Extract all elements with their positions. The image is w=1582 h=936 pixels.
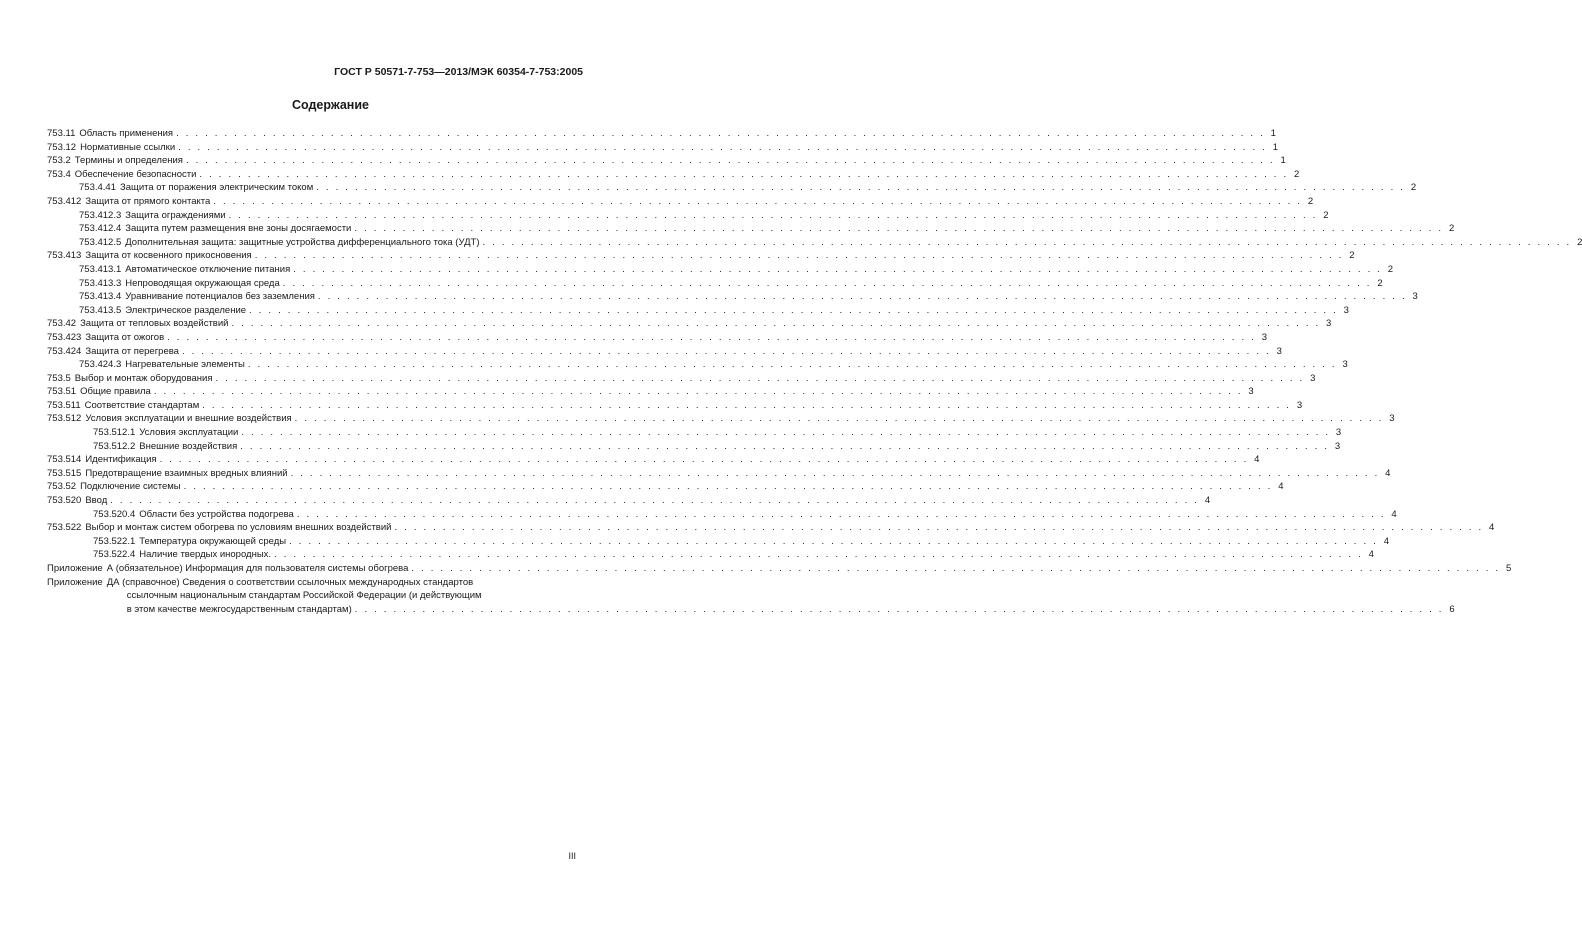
toc-entry[interactable] <box>47 222 1455 236</box>
toc-entry-title: Предотвращение взаимных вредных влияний <box>85 467 288 479</box>
toc-leader-dots <box>160 453 1249 467</box>
toc-entry[interactable] <box>47 372 1316 386</box>
toc-entry-title: Выбор и монтаж оборудования <box>74 372 213 384</box>
toc-entry-title: Области без устройства подогрева <box>139 508 294 520</box>
toc-leader-dots <box>318 290 1407 304</box>
toc-leader-dots <box>213 195 1302 209</box>
toc-entry-number: 753.512 <box>47 413 82 425</box>
toc-entry-title: Внешние воздействия <box>139 440 238 452</box>
toc-entry[interactable] <box>47 385 1254 399</box>
toc-entry[interactable] <box>47 290 1418 304</box>
toc-entry-page: 4 <box>1278 481 1284 493</box>
toc-entry-number: 753.413.5 <box>79 304 122 316</box>
toc-entry-number: 753.51 <box>47 386 77 398</box>
toc-entry[interactable] <box>47 345 1282 359</box>
toc-entry[interactable] <box>47 249 1355 263</box>
toc-entry-title: Термины и определения <box>74 155 183 167</box>
toc-entry[interactable] <box>47 453 1260 467</box>
toc-leader-dots <box>316 181 1405 195</box>
toc-entry-page: 3 <box>1342 359 1348 371</box>
toc-entry-page: 2 <box>1448 223 1455 235</box>
toc-leader-dots <box>167 331 1256 345</box>
toc-entry-title: Дополнительная защита: защитные устройства дифференциального тока (УДТ) <box>125 236 480 248</box>
toc-leader-dots <box>154 385 1243 399</box>
toc-entry-title: Подключение системы <box>80 481 181 493</box>
toc-leader-dots <box>274 548 1363 562</box>
toc-entry[interactable] <box>47 277 1383 291</box>
toc-entry[interactable] <box>47 480 1284 494</box>
toc-leader-dots <box>297 508 1386 522</box>
toc-entry-title: Температура окружающей среды <box>139 535 287 547</box>
toc-entry-title: Нормативные ссылки <box>80 141 176 153</box>
toc-entry-page: 4 <box>1204 495 1211 507</box>
toc-entry-title: Защита от тепловых воздействий <box>80 318 229 330</box>
toc-entry-title: Идентификация <box>85 454 157 466</box>
toc-entry-page: 2 <box>1577 236 1582 248</box>
toc-entry[interactable] <box>47 440 1341 454</box>
toc-leader-dots <box>295 412 1384 426</box>
toc-entry-title-line2: ссылочным национальным стандартам Российской Федерации (и действующим <box>126 590 482 602</box>
toc-entry-page: 2 <box>1410 182 1417 194</box>
toc-entry-title: Защита от ожогов <box>85 331 165 343</box>
toc-entry-title: Соответствие стандартам <box>84 399 200 411</box>
toc-entry-page: 2 <box>1307 195 1314 207</box>
toc-entry[interactable] <box>47 508 1397 522</box>
toc-entry-number: 753.413.4 <box>79 291 122 303</box>
toc-entry-number: 753.413.3 <box>79 277 122 289</box>
toc-entry[interactable] <box>47 467 1391 481</box>
toc-entry-page: 3 <box>1343 304 1349 316</box>
toc-entry-number: 753.2 <box>47 155 71 167</box>
toc-entry-number: 753.11 <box>47 128 76 139</box>
toc-entry[interactable] <box>47 535 1389 549</box>
toc-entry-title: Условия эксплуатации <box>139 427 239 439</box>
toc-leader-dots <box>202 399 1291 413</box>
toc-entry-number: 753.412.3 <box>79 209 122 221</box>
toc-entry-title: Защита путем размещения вне зоны досягаемости <box>125 223 352 235</box>
toc-entry-title: А (обязательное) Информация для пользователя системы обогрева <box>106 563 409 574</box>
toc-entry-title: Непроводящая окружающая среда <box>125 277 280 289</box>
toc-entry-title: Защита от поражения электрическим током <box>119 182 314 194</box>
toc-leader-dots <box>178 141 1267 155</box>
toc-entry[interactable] <box>47 263 1394 277</box>
toc-entry-number: 753.4 <box>47 168 71 180</box>
toc-entry-page: 3 <box>1412 291 1418 303</box>
table-of-contents <box>47 127 1582 616</box>
toc-entry[interactable] <box>47 399 1303 413</box>
toc-entry-number: 753.413 <box>47 250 82 262</box>
toc-entry-number: 753.515 <box>47 467 82 479</box>
toc-entry-number: 753.512.1 <box>93 427 136 439</box>
toc-entry-page: 3 <box>1310 372 1316 384</box>
toc-entry-page: 1 <box>1272 141 1279 153</box>
toc-entry-page: 4 <box>1489 522 1495 534</box>
toc-entry-number: Приложение <box>47 563 103 574</box>
toc-entry-number: 753.520 <box>47 495 82 507</box>
toc-leader-dots <box>255 249 1344 263</box>
toc-leader-dots <box>229 209 1318 223</box>
toc-entry-page: 4 <box>1368 549 1374 561</box>
toc-entry-number: 753.514 <box>47 454 82 466</box>
toc-entry-number: 753.511 <box>47 399 81 411</box>
toc-entry-page: 2 <box>1323 209 1329 221</box>
toc-entry-page: 3 <box>1276 345 1282 357</box>
toc-entry-page: 3 <box>1334 440 1341 452</box>
toc-entry-number: 753.12 <box>47 141 77 153</box>
toc-entry-title: Область применения <box>79 128 174 139</box>
toc-entry-page: 3 <box>1296 399 1303 411</box>
toc-entry[interactable] <box>47 358 1348 372</box>
toc-leader-dots <box>482 236 1571 250</box>
toc-leader-dots <box>241 426 1330 440</box>
toc-entry-title: Защита ограждениями <box>125 209 226 221</box>
toc-entry[interactable] <box>47 562 1512 576</box>
toc-entry-number: 753.412.4 <box>79 223 122 235</box>
toc-entry-number: 753.412.5 <box>79 236 122 248</box>
toc-leader-dots <box>394 521 1483 535</box>
toc-entry-number: 753.522.4 <box>93 549 136 561</box>
toc-entry-title: Защита от косвенного прикосновения <box>85 250 252 262</box>
toc-entry-number: 753.424 <box>47 345 82 357</box>
toc-entry[interactable] <box>47 168 1300 182</box>
toc-entry[interactable] <box>47 236 1582 250</box>
toc-entry-page: 2 <box>1349 250 1355 262</box>
toc-entry-title: Защита от прямого контакта <box>85 195 211 207</box>
toc-entry-title: Уравнивание потенциалов без заземления <box>125 291 315 303</box>
toc-entry-number: Приложение <box>47 576 103 588</box>
toc-entry[interactable] <box>47 127 1276 141</box>
toc-entry-page: 1 <box>1280 155 1286 167</box>
toc-entry-page: 4 <box>1391 508 1397 520</box>
toc-entry[interactable] <box>47 209 1329 223</box>
page-number: III <box>568 851 576 861</box>
toc-entry-page: 2 <box>1377 277 1383 289</box>
toc-leader-dots <box>186 154 1275 168</box>
page-title: Содержание <box>291 98 369 112</box>
toc-entry[interactable] <box>47 494 1211 508</box>
toc-entry-page: 2 <box>1387 263 1394 275</box>
toc-entry-title: Защита от перегрева <box>85 345 179 357</box>
toc-leader-dots <box>411 562 1500 576</box>
toc-entry[interactable] <box>47 195 1314 209</box>
toc-entries <box>47 127 1582 576</box>
toc-entry-page: 6 <box>1449 603 1455 615</box>
toc-leader-dots <box>249 304 1338 318</box>
toc-entry-number: 753.5 <box>47 372 71 384</box>
toc-entry-page: 2 <box>1294 168 1300 180</box>
toc-entry[interactable] <box>47 141 1279 155</box>
toc-leader-dots <box>289 535 1378 549</box>
toc-leader-dots <box>110 494 1199 508</box>
toc-entry-title: Автоматическое отключение питания <box>125 263 291 275</box>
document-header: ГОСТ Р 50571-7-753—2013/МЭК 60354-7-753:2005 <box>334 66 583 78</box>
toc-entry-number: 753.423 <box>47 331 82 343</box>
toc-entry[interactable] <box>47 331 1267 345</box>
toc-entry[interactable] <box>47 426 1342 440</box>
toc-entry-number: 753.42 <box>47 318 77 330</box>
toc-entry-number: 753.52 <box>47 481 77 493</box>
toc-entry-number: 753.520.4 <box>93 508 136 520</box>
toc-entry-number: 753.412 <box>47 195 82 207</box>
toc-entry-page: 5 <box>1505 563 1512 574</box>
toc-entry-page: 3 <box>1261 331 1267 343</box>
toc-entry-number: 753.512.2 <box>93 440 136 452</box>
toc-entry-title-line3: в этом качестве межгосударственным стандартам) <box>126 603 352 615</box>
toc-entry-title: Выбор и монтаж систем обогрева по условиям внешних воздействий <box>85 522 392 534</box>
toc-leader-dots <box>291 467 1380 481</box>
toc-leader-dots <box>184 480 1273 494</box>
toc-leader-dots <box>283 277 1372 291</box>
toc-entry-title: Наличие твердых инородных. <box>139 549 272 561</box>
toc-leader-dots <box>231 317 1320 331</box>
toc-entry[interactable] <box>47 521 1495 535</box>
toc-entry[interactable] <box>47 317 1332 331</box>
toc-entry-title: Ввод <box>85 495 108 507</box>
toc-leader-dots <box>199 168 1288 182</box>
toc-entry[interactable] <box>47 304 1349 318</box>
toc-entry[interactable] <box>47 412 1395 426</box>
toc-leader-dots <box>293 263 1382 277</box>
toc-entry-title: Общие правила <box>80 386 151 398</box>
toc-entry-title: Условия эксплуатации и внешние воздействия <box>85 413 292 425</box>
toc-leader-dots <box>176 127 1265 141</box>
toc-entry-title: Электрическое разделение <box>125 304 247 316</box>
toc-entry-number: 753.522 <box>47 522 82 534</box>
toc-entry-title: Нагревательные элементы <box>125 359 245 371</box>
toc-leader-dots <box>354 222 1443 236</box>
toc-entry-title: Обеспечение безопасности <box>74 168 197 180</box>
toc-entry-page: 4 <box>1254 454 1260 466</box>
toc-entry-page: 4 <box>1383 535 1389 547</box>
toc-leader-dots <box>355 603 1444 617</box>
toc-entry[interactable] <box>47 181 1417 195</box>
toc-entry-appendix-da[interactable] <box>47 576 1455 617</box>
toc-entry-number: 753.424.3 <box>79 359 122 371</box>
toc-entry-page: 4 <box>1385 467 1391 479</box>
toc-leader-dots <box>216 372 1305 386</box>
toc-entry-title-line1: ДА (справочное) Сведения о соответствии ссылочных международных стандартов <box>106 576 474 588</box>
toc-entry[interactable] <box>47 548 1374 562</box>
toc-entry-number: 753.413.1 <box>79 263 122 275</box>
toc-leader-dots <box>248 358 1337 372</box>
toc-leader-dots <box>182 345 1271 359</box>
toc-entry-page: 3 <box>1389 413 1395 425</box>
toc-entry-page: 3 <box>1335 427 1342 439</box>
toc-entry-page: 1 <box>1270 128 1276 139</box>
toc-entry-page: 3 <box>1326 318 1332 330</box>
toc-entry-number: 753.4.41 <box>79 182 116 194</box>
toc-entry-number: 753.522.1 <box>93 535 136 547</box>
toc-entry[interactable] <box>47 154 1286 168</box>
toc-entry-page: 3 <box>1248 386 1254 398</box>
toc-leader-dots <box>240 440 1329 454</box>
